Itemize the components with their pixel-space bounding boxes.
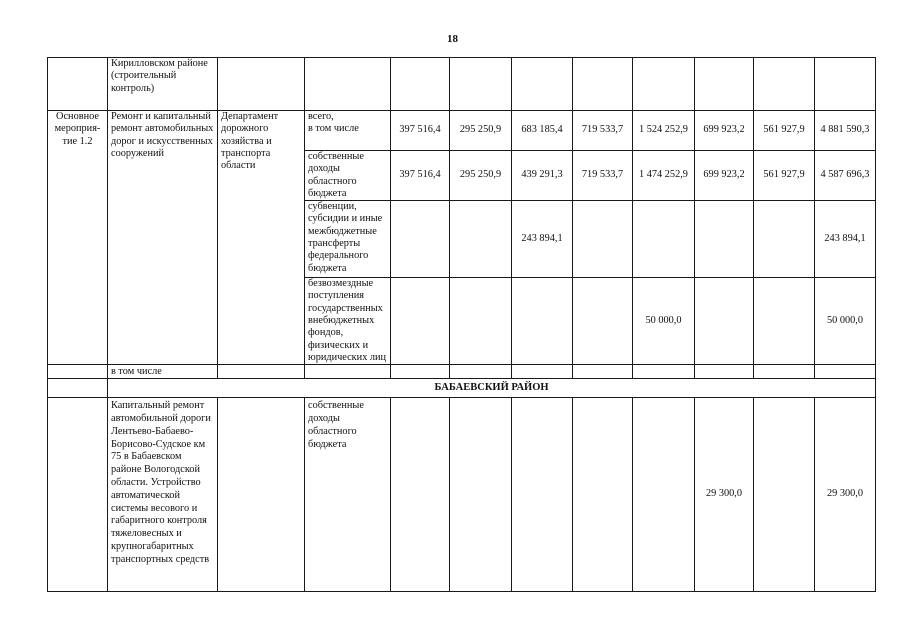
empty-cell — [48, 365, 108, 379]
value-cell-total: 4 587 696,3 — [815, 151, 876, 201]
value-cell — [512, 278, 573, 365]
value-cell — [695, 278, 754, 365]
value-cell-total: 4 881 590,3 — [815, 111, 876, 151]
empty-cell — [573, 365, 633, 379]
value-cell: 683 185,4 — [512, 111, 573, 151]
value-cell — [573, 278, 633, 365]
value-cell — [754, 398, 815, 592]
table-row-kirillov — [48, 58, 876, 111]
empty-cell — [391, 58, 450, 111]
value-cell-total: 29 300,0 — [815, 398, 876, 592]
value-cell — [391, 201, 450, 278]
empty-cell — [218, 365, 305, 379]
value-cell — [633, 398, 695, 592]
empty-cell — [48, 398, 108, 592]
value-cell: 1 474 252,9 — [633, 151, 695, 201]
value-cell: 243 894,1 — [512, 201, 573, 278]
funding-source-label: всего, в том числе — [305, 111, 391, 151]
empty-cell — [450, 365, 512, 379]
funding-source-label: безвозмездные поступления государственных внебюджетных фондов, физических и юридических лиц — [305, 278, 391, 365]
value-cell: 439 291,3 — [512, 151, 573, 201]
empty-cell — [573, 58, 633, 111]
value-cell — [633, 201, 695, 278]
value-cell — [450, 278, 512, 365]
value-cell: 699 923,2 — [695, 111, 754, 151]
item-name: Капитальный ремонт автомобильной дороги Лентьево-Бабаево- Борисово-Судское км 75 в Бабаевском районе Вологодской области. Устройство автоматической системы весового и габаритного контроля тяжеловесных и крупногабаритных транспортных средств — [108, 398, 218, 592]
value-cell: 295 250,9 — [450, 151, 512, 201]
table-row-district-heading — [48, 379, 876, 398]
empty-cell — [633, 58, 695, 111]
measure-name: Ремонт и капитальный ремонт автомобильных дорог и искусственных сооружений — [108, 111, 218, 365]
empty-cell — [512, 365, 573, 379]
table-row-in-that-number — [48, 365, 876, 379]
district-heading: БАБАЕВСКИЙ РАЙОН — [108, 379, 876, 398]
value-cell: 29 300,0 — [695, 398, 754, 592]
item-name: Кирилловском районе (строительный контроль) — [108, 58, 218, 111]
page-number: 18 — [447, 33, 458, 45]
empty-cell — [512, 58, 573, 111]
value-cell — [512, 398, 573, 592]
empty-cell — [695, 365, 754, 379]
table-row-babaevo-item — [48, 398, 876, 592]
value-cell — [450, 398, 512, 592]
in-that-number-label: в том числе — [108, 365, 218, 379]
empty-cell — [48, 379, 108, 398]
empty-cell — [695, 58, 754, 111]
value-cell-total: 50 000,0 — [815, 278, 876, 365]
empty-cell — [305, 365, 391, 379]
value-cell: 719 533,7 — [573, 151, 633, 201]
value-cell — [754, 278, 815, 365]
value-cell — [391, 278, 450, 365]
value-cell-total: 243 894,1 — [815, 201, 876, 278]
value-cell: 397 516,4 — [391, 151, 450, 201]
value-cell: 295 250,9 — [450, 111, 512, 151]
value-cell — [573, 201, 633, 278]
value-cell: 719 533,7 — [573, 111, 633, 151]
empty-cell — [218, 398, 305, 592]
empty-cell — [218, 58, 305, 111]
funding-source-label: собственные доходы областного бюджета — [305, 398, 391, 592]
measure-code: Основное мероприя- тие 1.2 — [48, 111, 108, 365]
value-cell — [695, 201, 754, 278]
table-row-total — [48, 111, 876, 151]
value-cell: 50 000,0 — [633, 278, 695, 365]
value-cell — [754, 201, 815, 278]
value-cell — [450, 201, 512, 278]
empty-cell — [815, 58, 876, 111]
value-cell: 699 923,2 — [695, 151, 754, 201]
value-cell: 561 927,9 — [754, 111, 815, 151]
empty-cell — [633, 365, 695, 379]
value-cell — [391, 398, 450, 592]
empty-cell — [48, 58, 108, 111]
value-cell: 561 927,9 — [754, 151, 815, 201]
empty-cell — [815, 365, 876, 379]
value-cell: 397 516,4 — [391, 111, 450, 151]
funding-source-label: субвенции, субсидии и иные межбюджетные трансферты федерального бюджета — [305, 201, 391, 278]
empty-cell — [391, 365, 450, 379]
responsible-department: Департамент дорожного хозяйства и транспорта области — [218, 111, 305, 365]
funding-source-label: собственные доходы областного бюджета — [305, 151, 391, 201]
value-cell: 1 524 252,9 — [633, 111, 695, 151]
value-cell — [573, 398, 633, 592]
empty-cell — [450, 58, 512, 111]
empty-cell — [754, 58, 815, 111]
empty-cell — [754, 365, 815, 379]
budget-table — [47, 57, 876, 592]
empty-cell — [305, 58, 391, 111]
